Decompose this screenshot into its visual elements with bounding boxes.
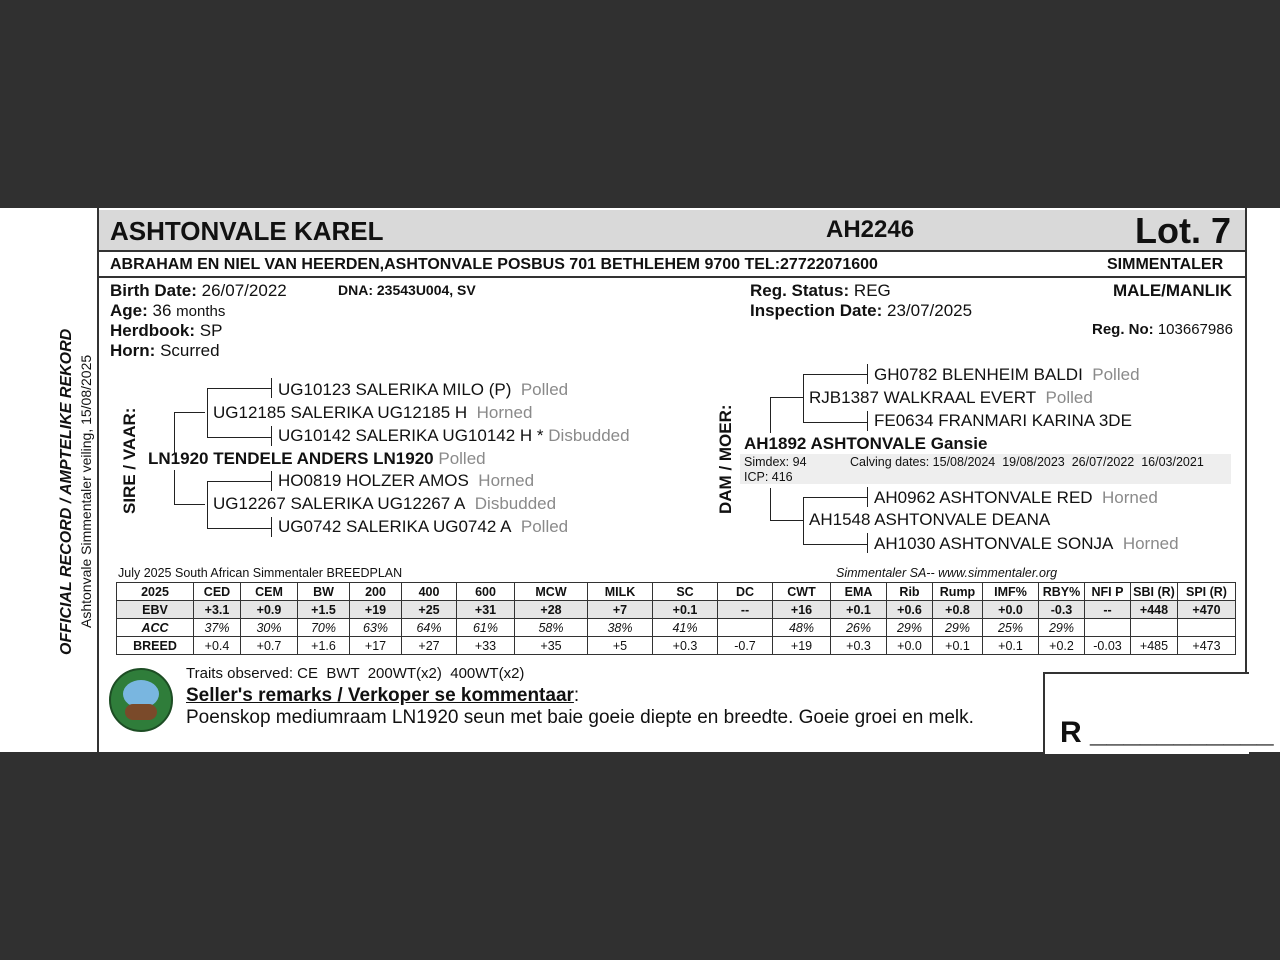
row-label-cell: ACC <box>117 619 194 637</box>
sire-sire-dam <box>278 426 630 446</box>
table-cell: MILK <box>588 583 653 601</box>
breed-label: SIMMENTALER <box>1107 256 1224 273</box>
table-cell: +0.1 <box>983 637 1039 655</box>
dam-tree-line <box>867 411 868 431</box>
ebv-row <box>117 601 1236 619</box>
table-cell: SPI (R) <box>1178 583 1236 601</box>
table-cell: +0.4 <box>194 637 241 655</box>
herdbook-label: Herdbook: <box>110 321 195 340</box>
auction-label: Ashtonvale Simmentaler veiling, 15/08/2025 <box>78 354 94 628</box>
table-cell: 70% <box>298 619 350 637</box>
animal-name-text: UG12267 SALERIKA UG12267 A <box>213 494 466 513</box>
table-cell: 200 <box>350 583 402 601</box>
inspection-row <box>750 301 972 321</box>
table-cell: SBI (R) <box>1131 583 1178 601</box>
remarks-text: Poenskop mediumraam LN1920 seun met baie goeie diepte en breedte. Goeie groei en melk. <box>186 707 974 728</box>
breeder-society-logo <box>109 668 173 732</box>
age-unit: months <box>176 303 226 320</box>
table-cell: -0.03 <box>1085 637 1131 655</box>
animal-name-text: GH0782 BLENHEIM BALDI <box>874 365 1083 384</box>
table-cell: +1.6 <box>298 637 350 655</box>
simdex: Simdex: 94 <box>744 455 807 469</box>
acc-row <box>117 619 1236 637</box>
remarks-title: Seller's remarks / Verkoper se kommentaar <box>186 685 574 706</box>
table-cell: +448 <box>1131 601 1178 619</box>
table-cell: +31 <box>457 601 515 619</box>
table-cell: +25 <box>402 601 457 619</box>
dam-tree-line <box>867 487 868 507</box>
table-cell: CEM <box>241 583 298 601</box>
herdbook-row <box>110 321 222 341</box>
sire-dam <box>213 494 556 514</box>
official-record-label: OFFICIAL RECORD / AMPTELIKE REKORD <box>58 328 75 655</box>
dam-sire-sire <box>874 365 1140 385</box>
birth-date: 26/07/2022 <box>201 281 287 300</box>
table-cell: +33 <box>457 637 515 655</box>
table-cell: 41% <box>653 619 718 637</box>
cattle-icon <box>125 704 157 720</box>
dam: AH1892 ASHTONVALE Gansie <box>744 434 988 453</box>
dam-label: DAM / MOER: <box>716 404 735 514</box>
reg-status-label: Reg. Status: <box>750 281 850 300</box>
table-cell: +473 <box>1178 637 1236 655</box>
animal-name-text: AH0962 ASHTONVALE RED <box>874 488 1093 507</box>
reg-status-row <box>750 281 891 301</box>
calving-dates: Calving dates: 15/08/2024 19/08/2023 26/07/2022 16/03/2021 <box>850 455 1204 469</box>
dam-dam <box>809 510 1050 530</box>
remarks-colon: : <box>573 685 580 706</box>
animal-name-text: UG10123 SALERIKA MILO (P) <box>278 380 512 399</box>
traits-observed: Traits observed: CE BWT 200WT(x2) 400WT(x2) <box>186 665 525 682</box>
table-cell: 29% <box>1039 619 1085 637</box>
herdbook-value: SP <box>199 321 223 340</box>
horn-status: Horned <box>1102 488 1158 507</box>
header-row <box>117 583 1236 601</box>
horn-status: Polled <box>520 517 569 536</box>
sire-dam-sire <box>278 471 534 491</box>
sire-dam-dam <box>278 517 568 537</box>
reg-no-row <box>1092 321 1233 338</box>
sex-label: MALE/MANLIK <box>1113 281 1232 300</box>
table-cell: +0.2 <box>1039 637 1085 655</box>
sire-sire <box>213 403 532 423</box>
table-cell <box>1131 619 1178 637</box>
table-cell: +0.7 <box>241 637 298 655</box>
table-cell <box>1178 619 1236 637</box>
table-cell: +27 <box>402 637 457 655</box>
table-cell: +470 <box>1178 601 1236 619</box>
horn-status: Disbudded <box>474 494 557 513</box>
horn-status: Polled <box>520 380 569 399</box>
table-cell: +1.5 <box>298 601 350 619</box>
dam-tree-line <box>867 533 868 553</box>
table-cell: +19 <box>350 601 402 619</box>
table-cell: 30% <box>241 619 298 637</box>
table-cell: 61% <box>457 619 515 637</box>
table-cell: 38% <box>588 619 653 637</box>
sire-tree-line <box>271 517 272 537</box>
animal-name: ASHTONVALE KAREL <box>110 216 384 246</box>
horn-status: Horned <box>1122 534 1179 553</box>
table-cell: SC <box>653 583 718 601</box>
lot-number: Lot. 7 <box>1135 210 1231 251</box>
table-cell: +0.1 <box>831 601 887 619</box>
table-cell: -0.7 <box>718 637 773 655</box>
horn-value: Scurred <box>160 341 220 360</box>
table-cell: NFI P <box>1085 583 1131 601</box>
reg-no-value: 103667986 <box>1157 321 1233 338</box>
table-cell: 63% <box>350 619 402 637</box>
table-cell: EMA <box>831 583 887 601</box>
table-cell: CED <box>194 583 241 601</box>
inspection-date: 23/07/2025 <box>886 301 973 320</box>
table-cell: +16 <box>773 601 831 619</box>
sire-tree-line <box>271 426 272 446</box>
animal-id: AH2246 <box>826 216 915 243</box>
table-cell: +0.3 <box>831 637 887 655</box>
animal-name-text: UG12185 SALERIKA UG12185 H <box>213 403 468 422</box>
table-cell: 400 <box>402 583 457 601</box>
table-cell: +0.1 <box>653 601 718 619</box>
table-cell: +19 <box>773 637 831 655</box>
table-cell: +0.8 <box>933 601 983 619</box>
sire-label: SIRE / VAAR: <box>120 407 139 514</box>
dam-tree-line <box>867 364 868 384</box>
breedplan-site: Simmentaler SA-- www.simmentaler.org <box>836 566 1058 580</box>
right-border <box>1245 208 1247 672</box>
table-cell <box>1085 619 1131 637</box>
sire-sire-sire <box>278 380 568 400</box>
horn-status: Polled <box>438 449 486 468</box>
horn-label: Horn: <box>110 341 156 360</box>
sire-tree-line <box>174 412 205 453</box>
horn-status: Polled <box>1092 365 1140 384</box>
table-cell: 58% <box>515 619 588 637</box>
table-cell: -- <box>718 601 773 619</box>
table-cell: 64% <box>402 619 457 637</box>
table-cell: 25% <box>983 619 1039 637</box>
animal-name-text: HO0819 HOLZER AMOS <box>278 471 469 490</box>
dam-tree-line <box>770 397 803 433</box>
table-cell: +3.1 <box>194 601 241 619</box>
table-cell: DC <box>718 583 773 601</box>
row-label-cell: 2025 <box>117 583 194 601</box>
age-label: Age: <box>110 301 148 320</box>
animal-name-text: AH1548 ASHTONVALE DEANA <box>809 510 1051 529</box>
table-cell: -0.3 <box>1039 601 1085 619</box>
sire <box>148 449 486 469</box>
horn-status: Horned <box>476 403 533 422</box>
table-cell: +7 <box>588 601 653 619</box>
remarks-title-row <box>186 685 579 707</box>
table-cell: +0.9 <box>241 601 298 619</box>
breeder-info: ABRAHAM EN NIEL VAN HEERDEN,ASHTONVALE POSBUS 701 BETHLEHEM 9700 TEL:27722071600 <box>110 256 878 273</box>
table-cell: BW <box>298 583 350 601</box>
table-cell: +0.6 <box>887 601 933 619</box>
table-cell: 29% <box>933 619 983 637</box>
horn-status: Polled <box>1045 388 1093 407</box>
table-cell: +0.0 <box>887 637 933 655</box>
table-cell: +0.0 <box>983 601 1039 619</box>
table-cell: +485 <box>1131 637 1178 655</box>
dam-dam-dam <box>874 534 1179 554</box>
animal-name-text: UG0742 SALERIKA UG0742 A <box>278 517 512 536</box>
row-label-cell: BREED <box>117 637 194 655</box>
breed-row <box>117 637 1236 655</box>
side-divider <box>97 208 99 752</box>
horn-status: Horned <box>478 471 535 490</box>
table-cell: 600 <box>457 583 515 601</box>
price-field[interactable]: R ___________ <box>1060 716 1274 749</box>
table-cell: +17 <box>350 637 402 655</box>
table-cell: +5 <box>588 637 653 655</box>
table-cell: 26% <box>831 619 887 637</box>
breedplan-caption: July 2025 South African Simmentaler BREEDPLAN <box>118 566 403 580</box>
birth-date-row <box>110 281 287 301</box>
animal-name-text: RJB1387 WALKRAAL EVERT <box>809 388 1037 407</box>
dam-sire-dam <box>874 411 1132 431</box>
dam-dam-sire <box>874 488 1158 508</box>
table-cell: MCW <box>515 583 588 601</box>
sire-tree-line <box>271 378 272 398</box>
table-cell: +35 <box>515 637 588 655</box>
table-cell <box>718 619 773 637</box>
inspection-label: Inspection Date: <box>750 301 883 320</box>
table-cell: Rib <box>887 583 933 601</box>
table-cell: -- <box>1085 601 1131 619</box>
table-cell: 37% <box>194 619 241 637</box>
sire-tree-line <box>271 471 272 491</box>
dam-sire <box>809 388 1093 408</box>
birth-date-label: Birth Date: <box>110 281 197 300</box>
age-row <box>110 301 225 321</box>
horn-row <box>110 341 220 361</box>
row-label-cell: EBV <box>117 601 194 619</box>
horn-status: Disbudded <box>548 426 630 445</box>
dna-info: DNA: 23543U004, SV <box>338 282 476 298</box>
table-cell: IMF% <box>983 583 1039 601</box>
reg-status-value: REG <box>853 281 891 300</box>
animal-name-text: AH1030 ASHTONVALE SONJA <box>874 534 1114 553</box>
table-cell: Rump <box>933 583 983 601</box>
table-cell: 48% <box>773 619 831 637</box>
sire-tree-line <box>174 470 205 505</box>
table-cell: RBY% <box>1039 583 1085 601</box>
animal-name-text: FE0634 FRANMARI KARINA 3DE <box>874 411 1132 430</box>
table-cell: 29% <box>887 619 933 637</box>
dam-tree-line <box>770 488 803 521</box>
table-cell: +0.3 <box>653 637 718 655</box>
icp: ICP: 416 <box>744 470 793 484</box>
age-value: 36 <box>152 301 172 320</box>
reg-no-label: Reg. No: <box>1092 321 1154 338</box>
animal-name-text: UG10142 SALERIKA UG10142 H * <box>278 426 544 445</box>
table-cell: +0.1 <box>933 637 983 655</box>
table-cell: +28 <box>515 601 588 619</box>
breedplan-table <box>116 582 1236 655</box>
table-cell: CWT <box>773 583 831 601</box>
animal-name-text: LN1920 TENDELE ANDERS LN1920 <box>148 449 434 468</box>
